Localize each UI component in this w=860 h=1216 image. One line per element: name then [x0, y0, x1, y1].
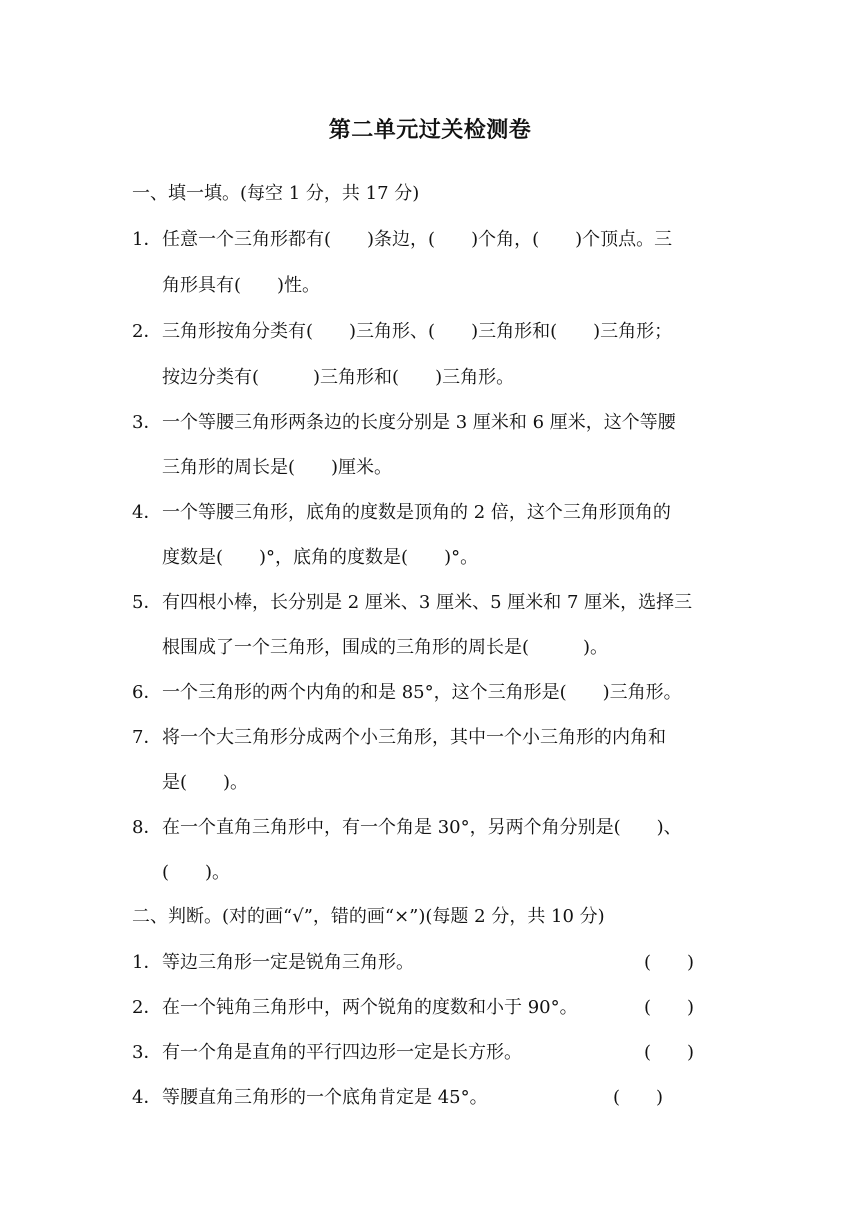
question-text: 在一个钝角三角形中，两个锐角的度数和小于 90°。 — [162, 997, 578, 1018]
question-3-line-2: 三角形的周长是( )厘米。 — [162, 457, 393, 478]
question-7-line-2: 是( )。 — [162, 772, 249, 793]
question-1-line-1 — [132, 228, 672, 252]
question-number: 3． — [132, 412, 162, 433]
question-number: 2． — [132, 997, 162, 1018]
section-heading-fill-in: 一、填一填。(每空 1 分，共 17 分) — [132, 183, 420, 204]
question-text: 等腰直角三角形的一个底角肯定是 45°。 — [162, 1087, 488, 1108]
question-number: 4． — [132, 502, 162, 523]
question-text: 等边三角形一定是锐角三角形。 — [162, 952, 414, 973]
question-4-line-2: 度数是( )°，底角的度数是( )°。 — [162, 547, 479, 568]
question-text: 有四根小棒，长分别是 2 厘米、3 厘米、5 厘米和 7 厘米，选择三 — [162, 592, 693, 613]
question-number: 8． — [132, 817, 162, 838]
question-text: 任意一个三角形都有( )条边，( )个角，( )个顶点。三 — [162, 229, 673, 250]
question-1-line-2: 角形具有( )性。 — [162, 275, 321, 296]
question-3-line-1 — [132, 411, 676, 435]
question-4-line-1 — [132, 501, 671, 525]
question-number: 1． — [132, 229, 162, 250]
question-8-line-2: ( )。 — [162, 862, 231, 883]
question-2-line-2: 按边分类有( )三角形和( )三角形。 — [162, 367, 515, 388]
question-8-line-1 — [132, 816, 682, 840]
judge-question-2 — [132, 996, 732, 1020]
question-number: 3． — [132, 1042, 162, 1063]
answer-parentheses[interactable]: ( ) — [644, 952, 695, 973]
question-text: 有一个角是直角的平行四边形一定是长方形。 — [162, 1042, 522, 1063]
answer-parentheses[interactable]: ( ) — [644, 1042, 695, 1063]
question-text: 三角形按角分类有( )三角形、( )三角形和( )三角形； — [162, 321, 673, 342]
question-text: 一个等腰三角形两条边的长度分别是 3 厘米和 6 厘米，这个等腰 — [162, 412, 676, 433]
question-number: 7． — [132, 727, 162, 748]
page-title: 第二单元过关检测卷 — [328, 118, 532, 143]
answer-parentheses[interactable]: ( ) — [613, 1087, 664, 1108]
question-number: 1． — [132, 952, 162, 973]
question-5-line-2: 根围成了一个三角形，围成的三角形的周长是( )。 — [162, 637, 609, 658]
question-number: 6． — [132, 682, 162, 703]
answer-parentheses[interactable]: ( ) — [644, 997, 695, 1018]
question-6-line-1 — [132, 681, 682, 705]
question-text: 将一个大三角形分成两个小三角形，其中一个小三角形的内角和 — [162, 727, 666, 748]
question-text: 一个等腰三角形，底角的度数是顶角的 2 倍，这个三角形顶角的 — [162, 502, 671, 523]
judge-question-1 — [132, 951, 732, 975]
question-7-line-1 — [132, 726, 666, 750]
section-heading-judge: 二、判断。(对的画“√”，错的画“×”)(每题 2 分，共 10 分) — [132, 906, 605, 927]
question-5-line-1 — [132, 591, 692, 615]
question-number: 2． — [132, 321, 162, 342]
question-text: 一个三角形的两个内角的和是 85°，这个三角形是( )三角形。 — [162, 682, 682, 703]
question-text: 在一个直角三角形中，有一个角是 30°，另两个角分别是( )、 — [162, 817, 682, 838]
question-number: 4． — [132, 1087, 162, 1108]
question-2-line-1 — [132, 320, 672, 344]
judge-question-3 — [132, 1041, 732, 1065]
judge-question-4 — [132, 1086, 732, 1110]
question-number: 5． — [132, 592, 162, 613]
